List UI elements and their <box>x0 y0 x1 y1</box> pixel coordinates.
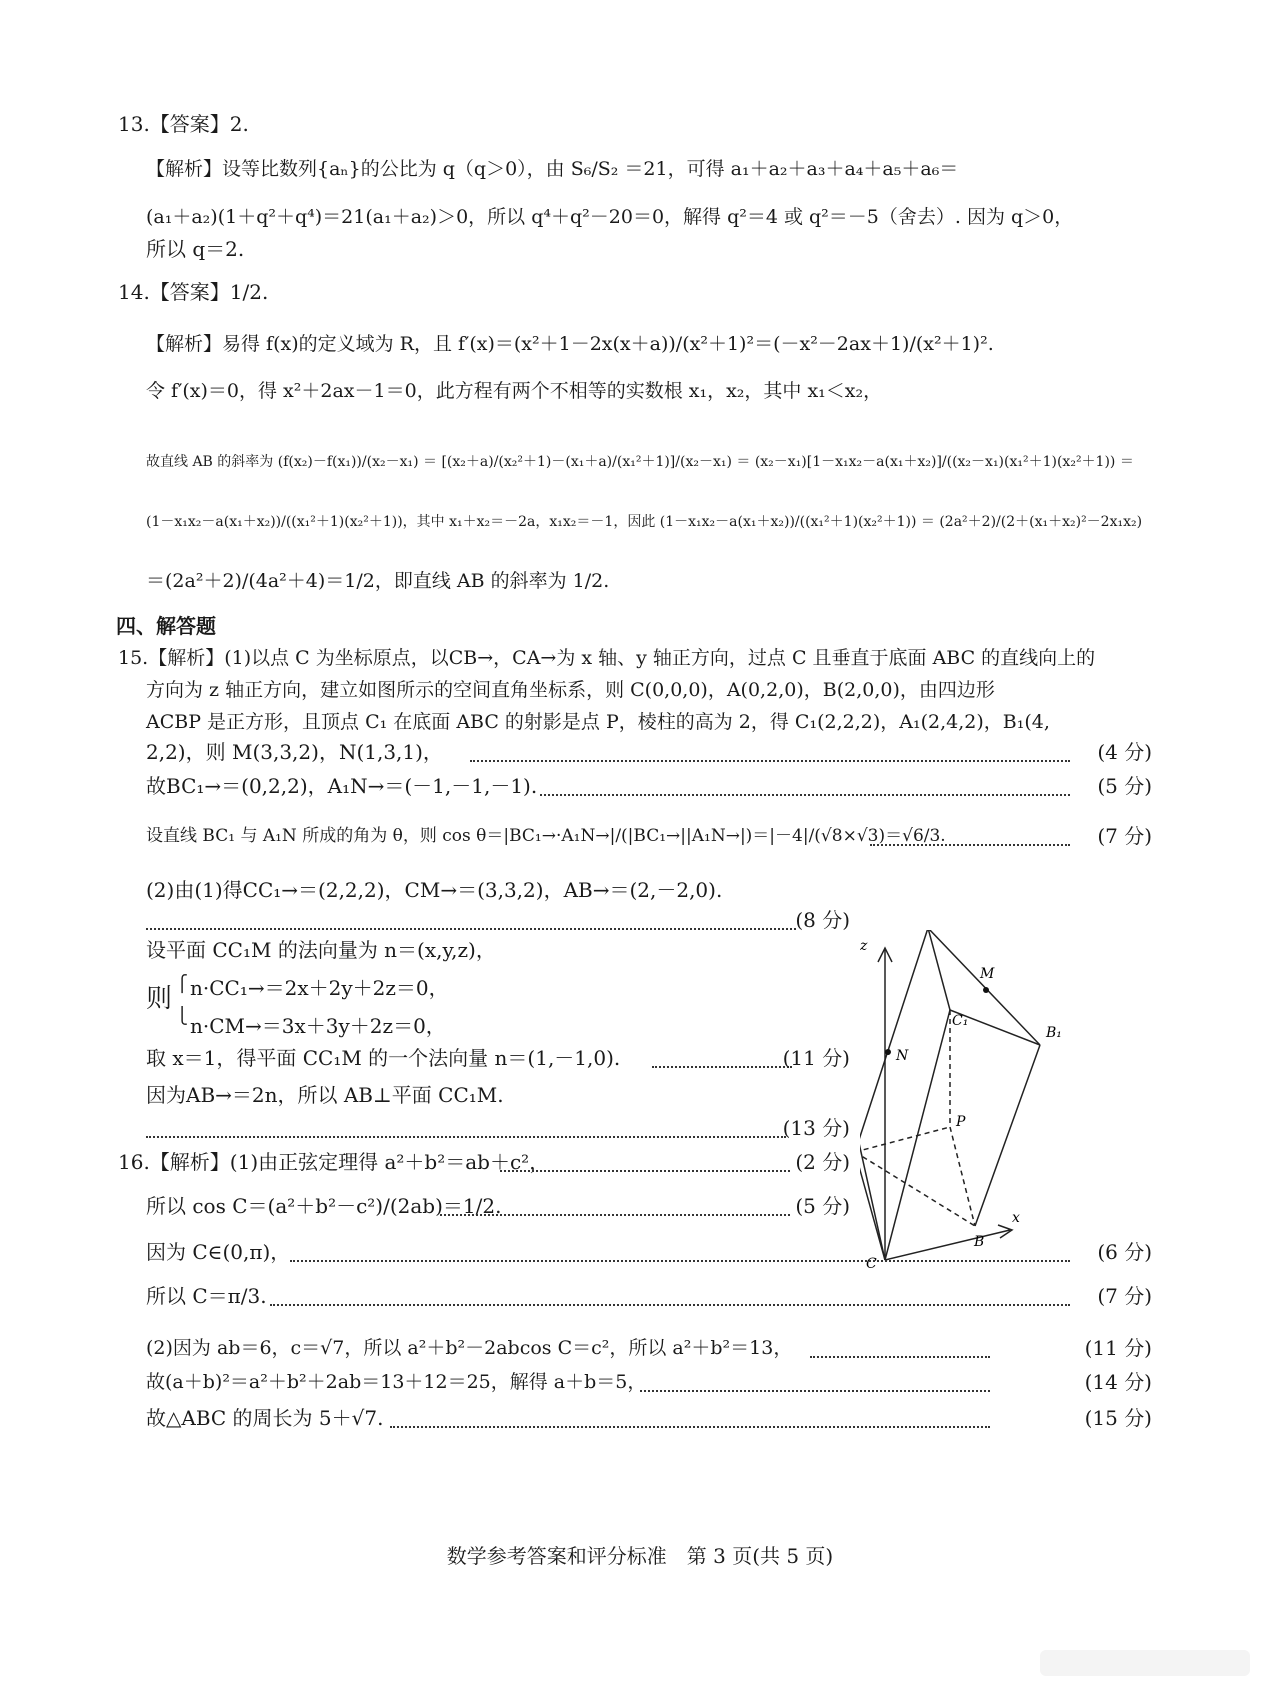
q14-line-5: ＝(2a²＋2)/(4a²＋4)＝1/2，即直线 AB 的斜率为 1/2. <box>146 570 610 592</box>
q15-line-11: 因为AB→＝2n，所以 AB⊥平面 CC₁M. <box>146 1083 504 1107</box>
q14-line-2: 令 f′(x)＝0，得 x²＋2ax－1＝0，此方程有两个不相等的实数根 x₁，x₂，其中 x₁＜x₂， <box>146 380 883 402</box>
q15-line-4: 2,2)，则 M(3,3,2)，N(1,3,1)， <box>146 740 443 764</box>
q14-line-4: (1－x₁x₂－a(x₁＋x₂))/((x₁²＋1)(x₂²＋1))，其中 x₁＋x₂＝－2a，x₁x₂＝－1，因此 (1－x₁x₂－a(x₁＋x₂))/((x₁²＋1)(x₂²＋1)) ＝ (2a²＋2)/(2＋(x₁＋x₂)²－2x₁x₂) <box>146 514 1143 530</box>
q16-line-7: 故△ABC 的周长为 5＋√7. <box>146 1406 384 1430</box>
q13-analysis-1: 【解析】设等比数列{aₙ}的公比为 q（q＞0），由 S₆/S₂ ＝21，可得 a₁＋a₂＋a₃＋a₄＋a₅＋a₆＝ <box>146 158 959 180</box>
label-z: z <box>860 938 868 954</box>
q15-system-prefix: 则 <box>146 984 173 1014</box>
q15-system-eq1: n·CC₁→＝2x＋2y＋2z＝0， <box>190 976 449 1000</box>
q15-system-brace-bottom: ⎩ <box>176 1006 188 1025</box>
q13-analysis-2: (a₁＋a₂)(1＋q²＋q⁴)＝21(a₁＋a₂)＞0，所以 q⁴＋q²－20＝0，解得 q²＝4 或 q²＝－5（舍去）. 因为 q＞0， <box>146 206 1074 228</box>
y-axis <box>860 1080 885 1260</box>
edge-A-A1 <box>860 930 928 1152</box>
q16-score-15: (15 分) <box>1084 1406 1152 1430</box>
x-axis <box>885 1230 1010 1260</box>
q15-score-11: (11 分) <box>782 1046 850 1070</box>
q16-score-2: (2 分) <box>795 1150 850 1174</box>
label-B1: B₁ <box>1046 1025 1062 1041</box>
edge-A-B <box>860 1152 975 1226</box>
label-C1: C₁ <box>952 1013 969 1029</box>
point-N-icon <box>885 1049 891 1055</box>
section-title: 四、解答题 <box>116 614 216 638</box>
q16-score-6: (6 分) <box>1097 1240 1152 1264</box>
q13-answer: 13.【答案】2. <box>118 112 249 136</box>
q16-line-5: (2)因为 ab＝6，c＝√7，所以 a²＋b²－2abcos C＝c²，所以 a²＋b²＝13， <box>146 1337 793 1359</box>
q15-line-2: 方向为 z 轴正方向，建立如图所示的空间直角坐标系，则 C(0,0,0)，A(0,2,0)，B(2,0,0)，由四边形 <box>146 679 995 701</box>
q16-score-5: (5 分) <box>795 1194 850 1218</box>
edge-A1-C1 <box>928 930 950 1010</box>
q15-score-5: (5 分) <box>1097 774 1152 798</box>
label-M: M <box>980 966 995 982</box>
q14-line-3: 故直线 AB 的斜率为 (f(x₂)－f(x₁))/(x₂－x₁) ＝ [(x₂＋a)/(x₂²＋1)－(x₁＋a)/(x₁²＋1)]/(x₂－x₁) ＝ (x₂－x₁)[1－x₁x₂－a(x₁＋x₂)]/((x₂－x₁)(x₁²＋1)(x₂²＋1)) ＝ <box>146 454 1134 470</box>
q15-line-10: 取 x＝1，得平面 CC₁M 的一个法向量 n＝(1,－1,0). <box>146 1046 621 1070</box>
label-C: C <box>866 1256 877 1270</box>
q16-line-1: 16.【解析】(1)由正弦定理得 a²＋b²＝ab＋c²， <box>118 1150 550 1174</box>
label-x: x <box>1012 1210 1020 1226</box>
label-B: B <box>974 1234 985 1250</box>
q13-analysis-3: 所以 q＝2. <box>146 237 245 261</box>
q15-line-7: (2)由(1)得CC₁→＝(2,2,2)，CM→＝(3,3,2)，AB→＝(2,－2,0). <box>146 878 723 902</box>
q16-line-3: 因为 C∈(0,π)， <box>146 1240 291 1264</box>
edge-B-B1 <box>975 1045 1040 1226</box>
q15-system-eq2: n·CM→＝3x＋3y＋2z＝0， <box>190 1014 446 1038</box>
q16-score-14: (14 分) <box>1084 1370 1152 1394</box>
q14-line-1: 【解析】易得 f(x)的定义域为 R，且 f′(x)＝(x²＋1－2x(x＋a))/(x²＋1)²＝(－x²－2ax＋1)/(x²＋1)². <box>146 333 994 355</box>
edge-A-P <box>860 1127 950 1152</box>
q15-line-5: 故BC₁→＝(0,2,2)，A₁N→＝(－1,－1,－1). <box>146 774 538 798</box>
point-M-icon <box>983 987 989 993</box>
q14-answer: 14.【答案】1/2. <box>118 280 269 304</box>
q15-score-7: (7 分) <box>1097 824 1152 848</box>
q15-system-brace: ⎧ <box>176 974 188 993</box>
q16-line-2: 所以 cos C＝(a²＋b²－c²)/(2ab)＝1/2. <box>146 1194 502 1218</box>
page-footer: 数学参考答案和评分标准 第 3 页(共 5 页) <box>446 1544 834 1568</box>
q15-score-13: (13 分) <box>782 1116 850 1140</box>
label-N: N <box>896 1048 909 1064</box>
q15-score-4: (4 分) <box>1097 740 1152 764</box>
q16-score-7: (7 分) <box>1097 1284 1152 1308</box>
label-P: P <box>956 1114 966 1130</box>
q16-line-6: 故(a＋b)²＝a²＋b²＋2ab＝13＋12＝25，解得 a＋b＝5， <box>146 1371 647 1393</box>
q15-line-3: ACBP 是正方形，且顶点 C₁ 在底面 ABC 的射影是点 P，棱柱的高为 2，得 C₁(2,2,2)，A₁(2,4,2)，B₁(4, <box>146 711 1050 733</box>
watermark-badge <box>1040 1650 1250 1676</box>
q15-line-8: 设平面 CC₁M 的法向量为 n＝(x,y,z)， <box>146 938 496 962</box>
prism-figure <box>860 930 1120 1270</box>
q15-score-8: (8 分) <box>795 908 850 932</box>
q16-line-4: 所以 C＝π/3. <box>146 1284 267 1308</box>
q16-score-11: (11 分) <box>1084 1336 1152 1360</box>
edge-P-B <box>950 1127 975 1226</box>
q15-line-1: 15.【解析】(1)以点 C 为坐标原点，以CB→，CA→为 x 轴、y 轴正方向，过点 C 且垂直于底面 ABC 的直线向上的 <box>118 647 1096 669</box>
q15-line-6: 设直线 BC₁ 与 A₁N 所成的角为 θ，则 cos θ＝|BC₁→·A₁N→|/(|BC₁→||A₁N→|)＝|－4|/(√8×√3)＝√6/3. <box>146 826 946 846</box>
